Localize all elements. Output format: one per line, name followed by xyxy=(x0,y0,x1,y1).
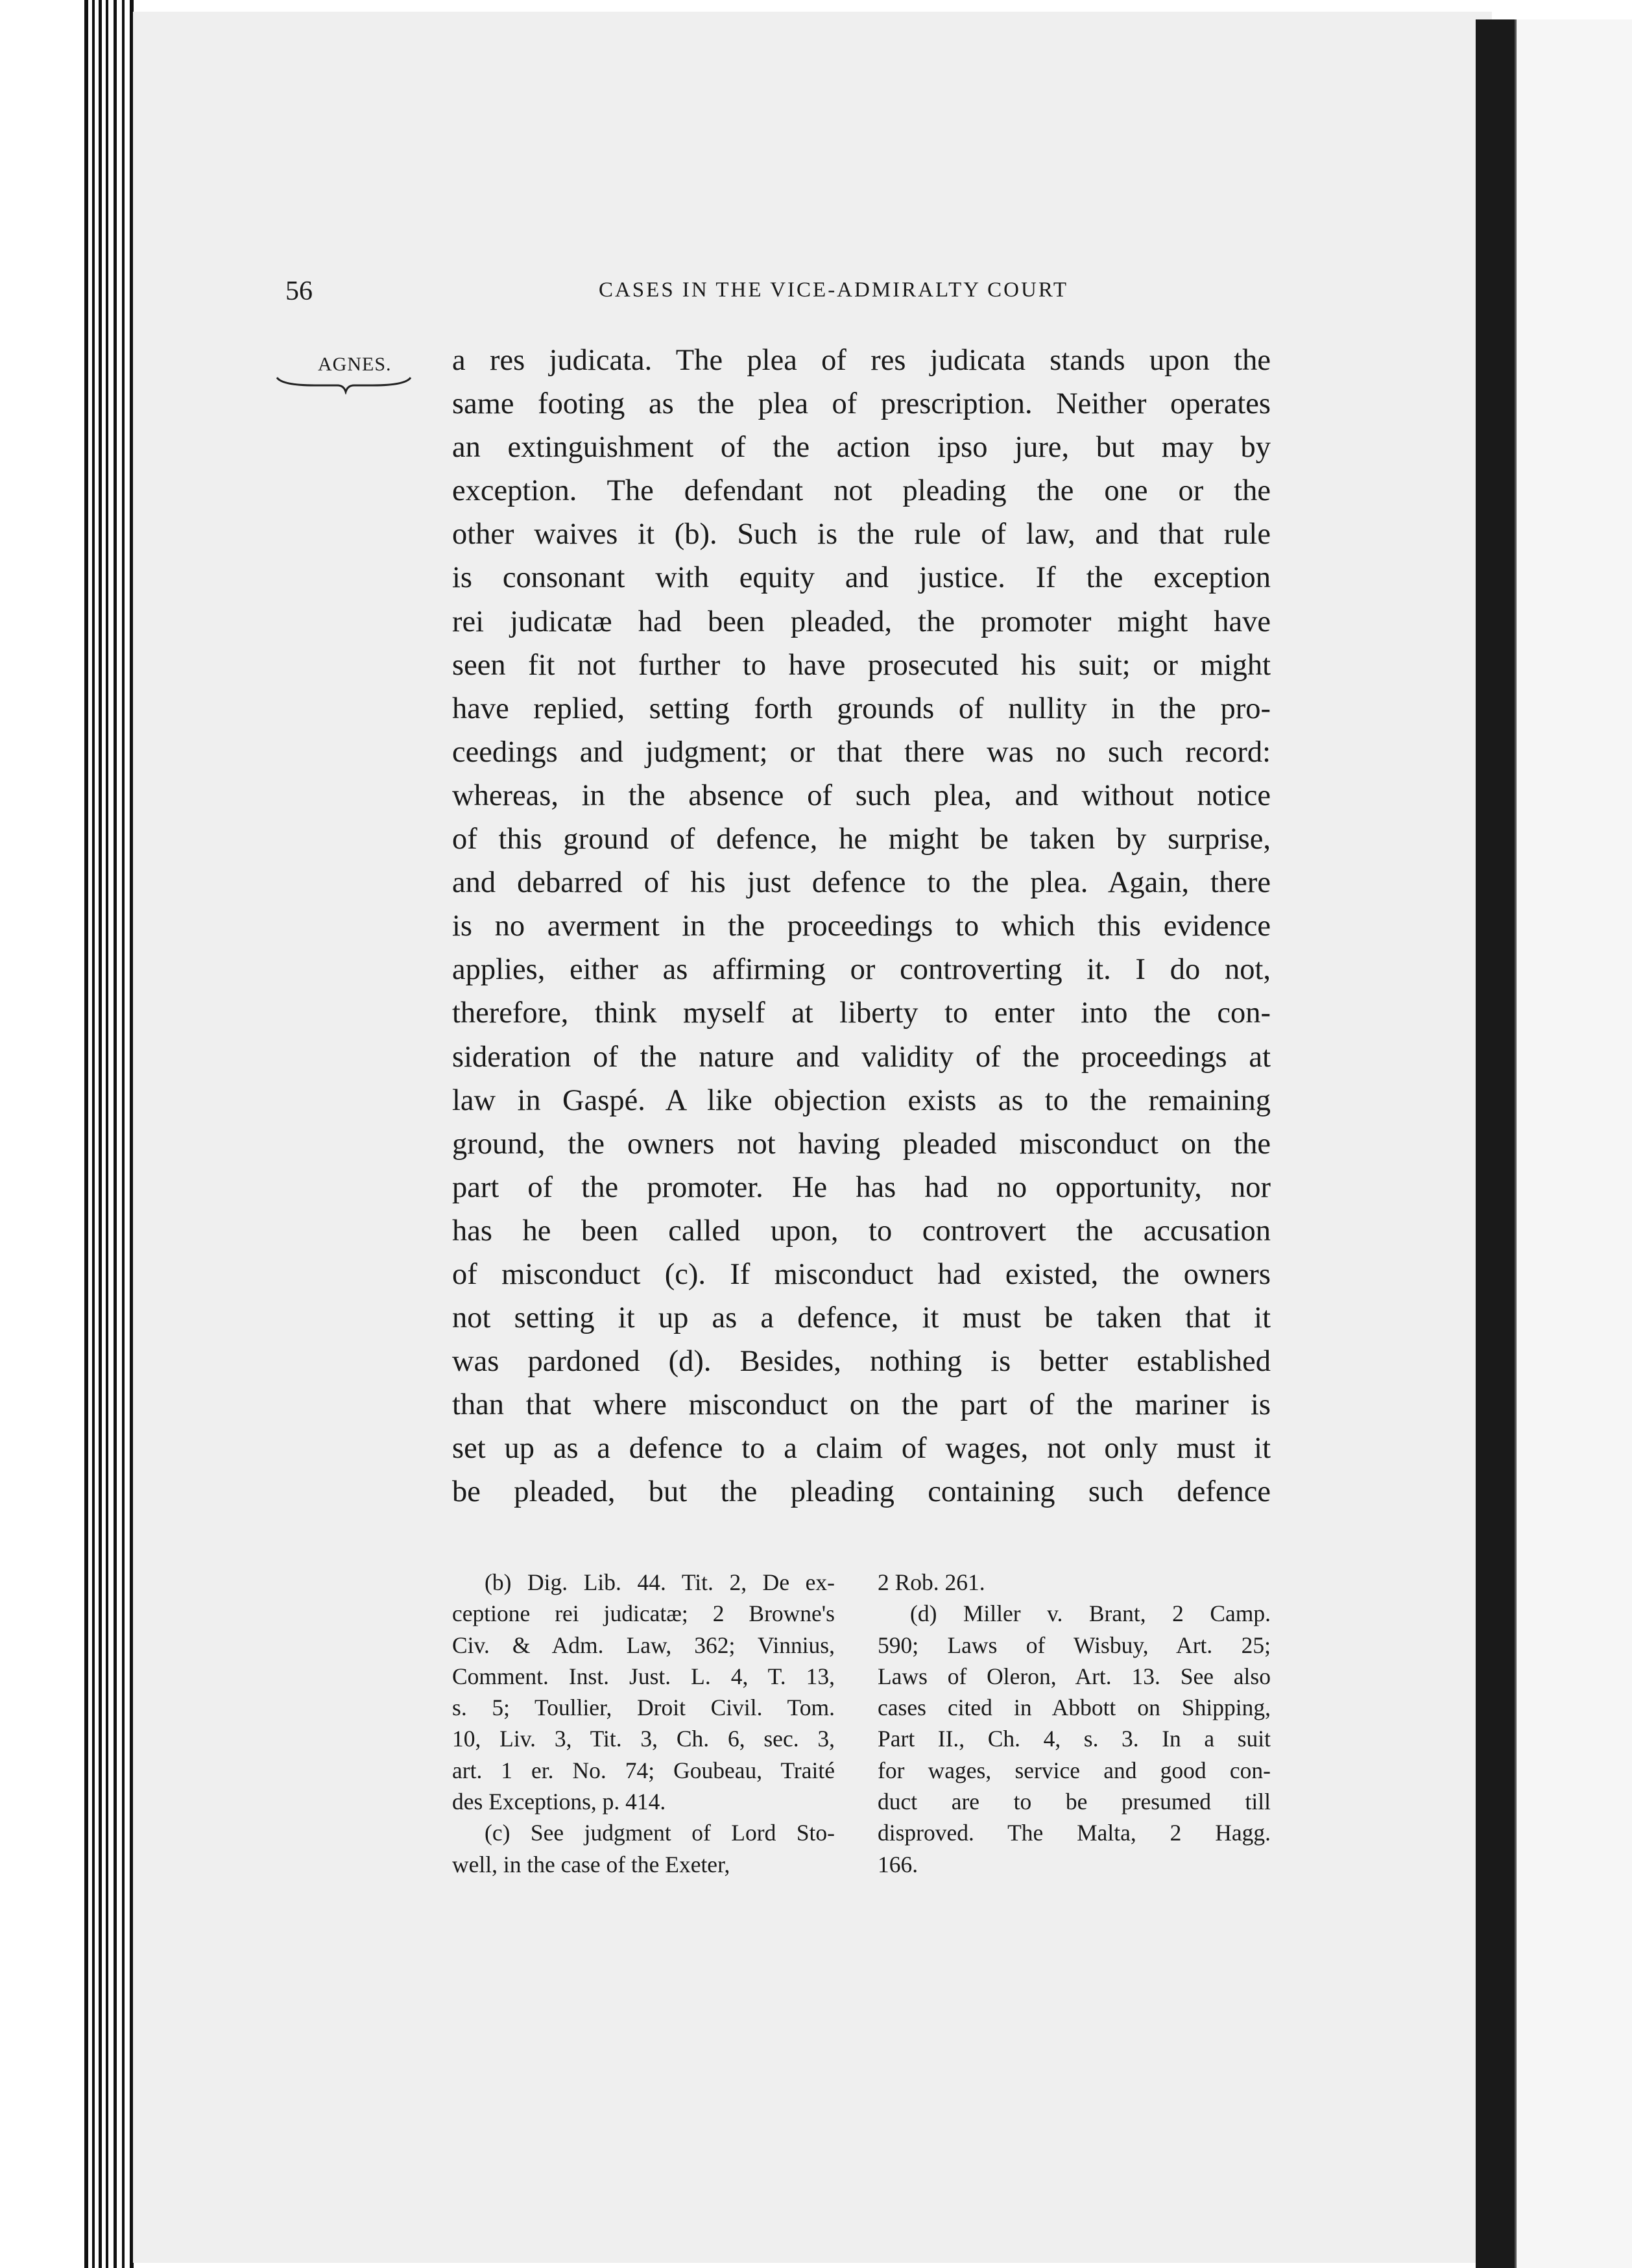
body-line: other waives it (b). Such is the rule of law, and that rule xyxy=(452,518,1271,551)
running-head xyxy=(285,276,1278,315)
footnote-line: Part II., Ch. 4, s. 3. In a suit xyxy=(878,1726,1271,1752)
footnote-line: s. 5; Toullier, Droit Civil. Tom. xyxy=(452,1695,835,1721)
footnote-line: (b) Dig. Lib. 44. Tit. 2, De ex- xyxy=(485,1569,835,1595)
body-line: was pardoned (d). Besides, nothing is better established xyxy=(452,1345,1271,1379)
footnote-line: 590; Laws of Wisbuy, Art. 25; xyxy=(878,1632,1271,1658)
body-line: ceedings and judgment; or that there was no such record: xyxy=(452,735,1271,769)
body-line: of this ground of defence, he might be taken by surprise, xyxy=(452,823,1271,856)
body-line: an extinguishment of the action ipso jure, but may by xyxy=(452,431,1271,464)
footnotes xyxy=(452,1567,1271,1930)
body-line: than that where misconduct on the part of the mariner is xyxy=(452,1388,1271,1422)
footnote-line: Laws of Oleron, Art. 13. See also xyxy=(878,1663,1271,1689)
body-line: have replied, setting forth grounds of nullity in the pro- xyxy=(452,692,1271,725)
body-line: and debarred of his just defence to the plea. Again, there xyxy=(452,866,1271,900)
body-line: has he been called upon, to controvert the accusation xyxy=(452,1214,1271,1248)
footnote-line: duct are to be presumed till xyxy=(878,1789,1271,1815)
body-line: a res judicata. The plea of res judicata stands upon the xyxy=(452,344,1271,377)
body-line: is consonant with equity and justice. If the exception xyxy=(452,561,1271,595)
body-line: be pleaded, but the pleading containing such defence xyxy=(452,1475,1271,1509)
footnote-line: well, in the case of the Exeter, xyxy=(452,1851,730,1877)
body-line: applies, either as affirming or controverting it. I do not, xyxy=(452,953,1271,987)
footnote-line: Comment. Inst. Just. L. 4, T. 13, xyxy=(452,1663,835,1689)
footnote-line: for wages, service and good con- xyxy=(878,1757,1271,1783)
facing-page-edge xyxy=(1515,19,1632,2268)
body-line: rei judicatæ had been pleaded, the promoter might have xyxy=(452,605,1271,638)
body-text xyxy=(452,339,1271,1514)
body-line: whereas, in the absence of such plea, and without notice xyxy=(452,778,1271,812)
book-left-edges xyxy=(0,0,133,2268)
footnote-line: cases cited in Abbott on Shipping, xyxy=(878,1695,1271,1721)
footnote-line: ceptione rei judicatæ; 2 Browne's xyxy=(452,1600,835,1627)
margin-brace-icon xyxy=(276,375,412,394)
running-title: CASES IN THE VICE-ADMIRALTY COURT xyxy=(598,278,1069,302)
body-line: of misconduct (c). If misconduct had existed, the owners xyxy=(452,1257,1271,1291)
body-line: seen fit not further to have prosecuted his suit; or might xyxy=(452,648,1271,682)
body-line: is no averment in the proceedings to which this evidence xyxy=(452,910,1271,943)
margin-note: AGNES. xyxy=(318,354,392,375)
body-line: not setting it up as a defence, it must be taken that it xyxy=(452,1301,1271,1335)
body-line: sideration of the nature and validity of the proceedings at xyxy=(452,1040,1271,1074)
footnotes-left-column xyxy=(452,1567,835,1880)
footnote-line: (c) See judgment of Lord Sto- xyxy=(485,1820,835,1846)
footnote-line: (d) Miller v. Brant, 2 Camp. xyxy=(910,1600,1271,1627)
footnote-line: 166. xyxy=(878,1851,918,1877)
footnote-line: 2 Rob. 261. xyxy=(878,1569,985,1595)
page-number: 56 xyxy=(285,276,313,306)
footnotes-right-column xyxy=(878,1567,1271,1880)
footnote-line: 10, Liv. 3, Tit. 3, Ch. 6, sec. 3, xyxy=(452,1726,835,1752)
body-line: same footing as the plea of prescription. Neither operates xyxy=(452,387,1271,421)
footnote-line: art. 1 er. No. 74; Goubeau, Traité xyxy=(452,1757,835,1783)
footnote-line: Civ. & Adm. Law, 362; Vinnius, xyxy=(452,1632,835,1658)
body-line: part of the promoter. He has had no opportunity, nor xyxy=(452,1170,1271,1204)
page-gutter-shadow xyxy=(1476,19,1515,2268)
body-line: law in Gaspé. A like objection exists as to the remaining xyxy=(452,1083,1271,1117)
footnote-line: disproved. The Malta, 2 Hagg. xyxy=(878,1820,1271,1846)
body-line: therefore, think myself at liberty to enter into the con- xyxy=(452,996,1271,1030)
footnote-line: des Exceptions, p. 414. xyxy=(452,1789,666,1815)
body-line: exception. The defendant not pleading the one or the xyxy=(452,474,1271,508)
body-line: ground, the owners not having pleaded misconduct on the xyxy=(452,1127,1271,1161)
body-line: set up as a defence to a claim of wages, not only must it xyxy=(452,1432,1271,1466)
